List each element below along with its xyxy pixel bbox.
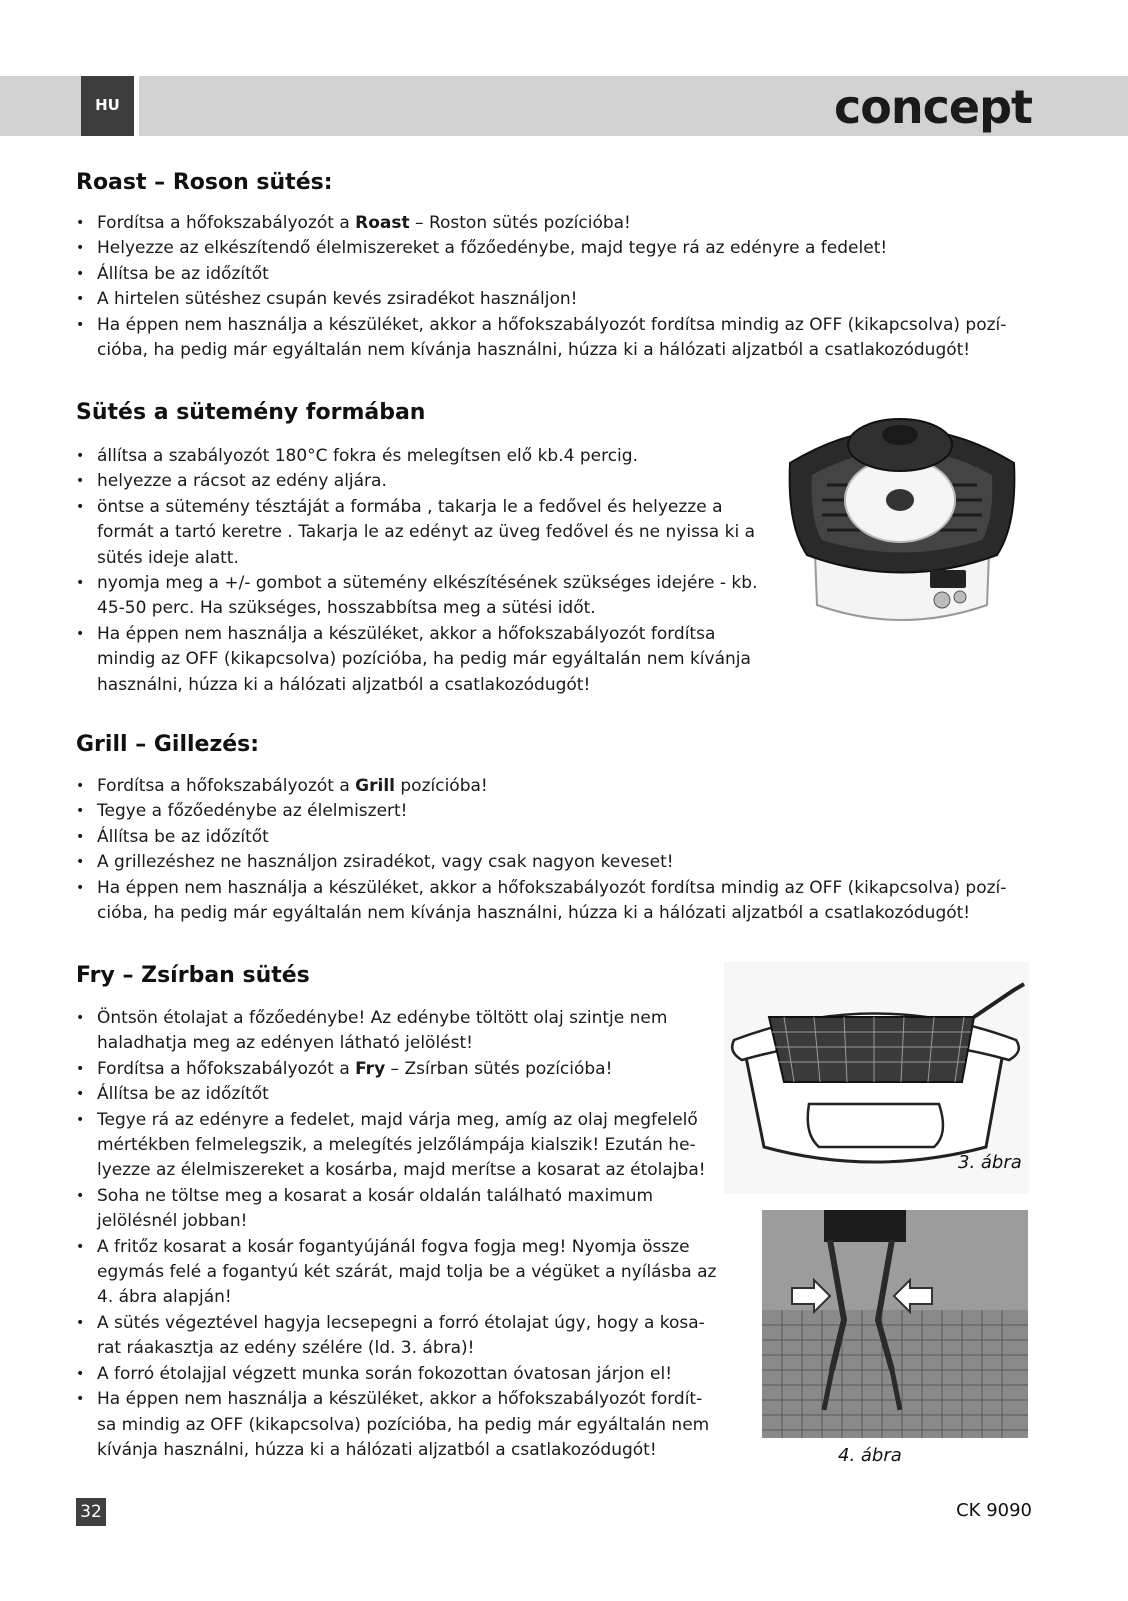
language-code: HU	[95, 96, 120, 114]
list-item: • Ha éppen nem használja a készüléket, akkor a hőfokszabályozót fordítsa mindig az OFF (kikapcsolva) pozí- cióba, ha pedig már egyáltalán nem kívánja használni, húzza ki a hálózati aljzatból a csatlakozódugót!	[76, 876, 1006, 927]
section-title-roast: Roast – Roson sütés:	[76, 170, 333, 195]
grill-list	[76, 774, 1006, 926]
list-item: • öntse a sütemény tésztáját a formába , takarja le a fedővel és helyezze a formát a tartó keretre . Takarja le az edényt az üveg fedővel és ne nyissa ki a sütés ideje alatt.	[76, 495, 757, 571]
list-item: • Öntsön étolajat a főzőedénybe! Az edénybe töltött olaj szintje nem haladhatja meg az edényen látható jelölést!	[76, 1006, 716, 1057]
figure-4-caption: 4. ábra	[838, 1445, 902, 1466]
list-item: • helyezze a rácsot az edény aljára.	[76, 469, 757, 494]
list-item: • Fordítsa a hőfokszabályozót a Fry – Zsírban sütés pozícióba!	[76, 1057, 716, 1082]
list-item: • A sütés végeztével hagyja lecsepegni a forró étolajat úgy, hogy a kosa- rat ráakasztja az edény szélére (ld. 3. ábra)!	[76, 1311, 716, 1362]
roast-list	[76, 211, 1006, 363]
list-item: • A hirtelen sütéshez csupán kevés zsiradékot használjon!	[76, 287, 1006, 312]
section-title-fry: Fry – Zsírban sütés	[76, 963, 310, 988]
basket-handle-photo	[762, 1210, 1028, 1438]
section-title-grill: Grill – Gillezés:	[76, 732, 260, 757]
brand-logo: concept	[833, 80, 1032, 134]
list-item: • A grillezéshez ne használjon zsiradékot, vagy csak nagyon keveset!	[76, 850, 1006, 875]
list-item: • Ha éppen nem használja a készüléket, akkor a hőfokszabályozót fordítsa mindig az OFF (kikapcsolva) pozí- cióba, ha pedig már egyáltalán nem kívánja használni, húzza ki a hálózati aljzatból a csatlakozódugót!	[76, 313, 1006, 364]
list-item: • Ha éppen nem használja a készüléket, akkor a hőfokszabályozót fordít- sa mindig az OFF (kikapcsolva) pozícióba, ha pedig már egyáltalán nem kívánja használni, húzza ki a hálózati aljzatból a csatlakozódugót!	[76, 1387, 716, 1463]
list-item: • Fordítsa a hőfokszabályozót a Roast – Roston sütés pozícióba!	[76, 211, 1006, 236]
multicooker-cake-illustration	[782, 405, 1022, 630]
figure-3-caption: 3. ábra	[958, 1152, 1022, 1173]
language-badge	[81, 76, 139, 136]
page-number: 32	[76, 1498, 106, 1526]
list-item: • nyomja meg a +/- gombot a sütemény elkészítésének szükséges idejére - kb. 45-50 perc. Ha szükséges, hosszabbítsa meg a sütési időt.	[76, 571, 757, 622]
list-item: • Állítsa be az időzítőt	[76, 1082, 716, 1107]
section-title-cake: Sütés a sütemény formában	[76, 400, 426, 425]
list-item: • Fordítsa a hőfokszabályozót a Grill pozícióba!	[76, 774, 1006, 799]
list-item: • Soha ne töltse meg a kosarat a kosár oldalán található maximum jelölésnél jobban!	[76, 1184, 716, 1235]
list-item: • Helyezze az elkészítendő élelmiszereket a főzőedénybe, majd tegye rá az edényre a fedelet!	[76, 236, 1006, 261]
fry-list	[76, 1006, 716, 1463]
list-item: • Állítsa be az időzítőt	[76, 262, 1006, 287]
list-item: • A fritőz kosarat a kosár fogantyújánál fogva fogja meg! Nyomja össze egymás felé a fogantyú két szárát, majd tolja be a végüket a nyílásba az 4. ábra alapján!	[76, 1235, 716, 1311]
list-item: • Állítsa be az időzítőt	[76, 825, 1006, 850]
list-item: • Ha éppen nem használja a készüléket, akkor a hőfokszabályozót fordítsa mindig az OFF (kikapcsolva) pozícióba, ha pedig már egyáltalán nem kívánja használni, húzza ki a hálózati aljzatból a csatlakozódugót!	[76, 622, 757, 698]
list-item: • Tegye a főzőedénybe az élelmiszert!	[76, 799, 1006, 824]
cake-list	[76, 444, 757, 698]
list-item: • állítsa a szabályozót 180°C fokra és melegítsen elő kb.4 percig.	[76, 444, 757, 469]
list-item: • Tegye rá az edényre a fedelet, majd várja meg, amíg az olaj megfelelő mértékben felmelegszik, a melegítés jelzőlámpája kialszik! Ezután he- lyezze az élelmiszereket a kosárba, majd merítse a kosarat az étolajba!	[76, 1108, 716, 1184]
list-item: • A forró étolajjal végzett munka során fokozottan óvatosan járjon el!	[76, 1362, 716, 1387]
model-number: CK 9090	[956, 1500, 1032, 1521]
